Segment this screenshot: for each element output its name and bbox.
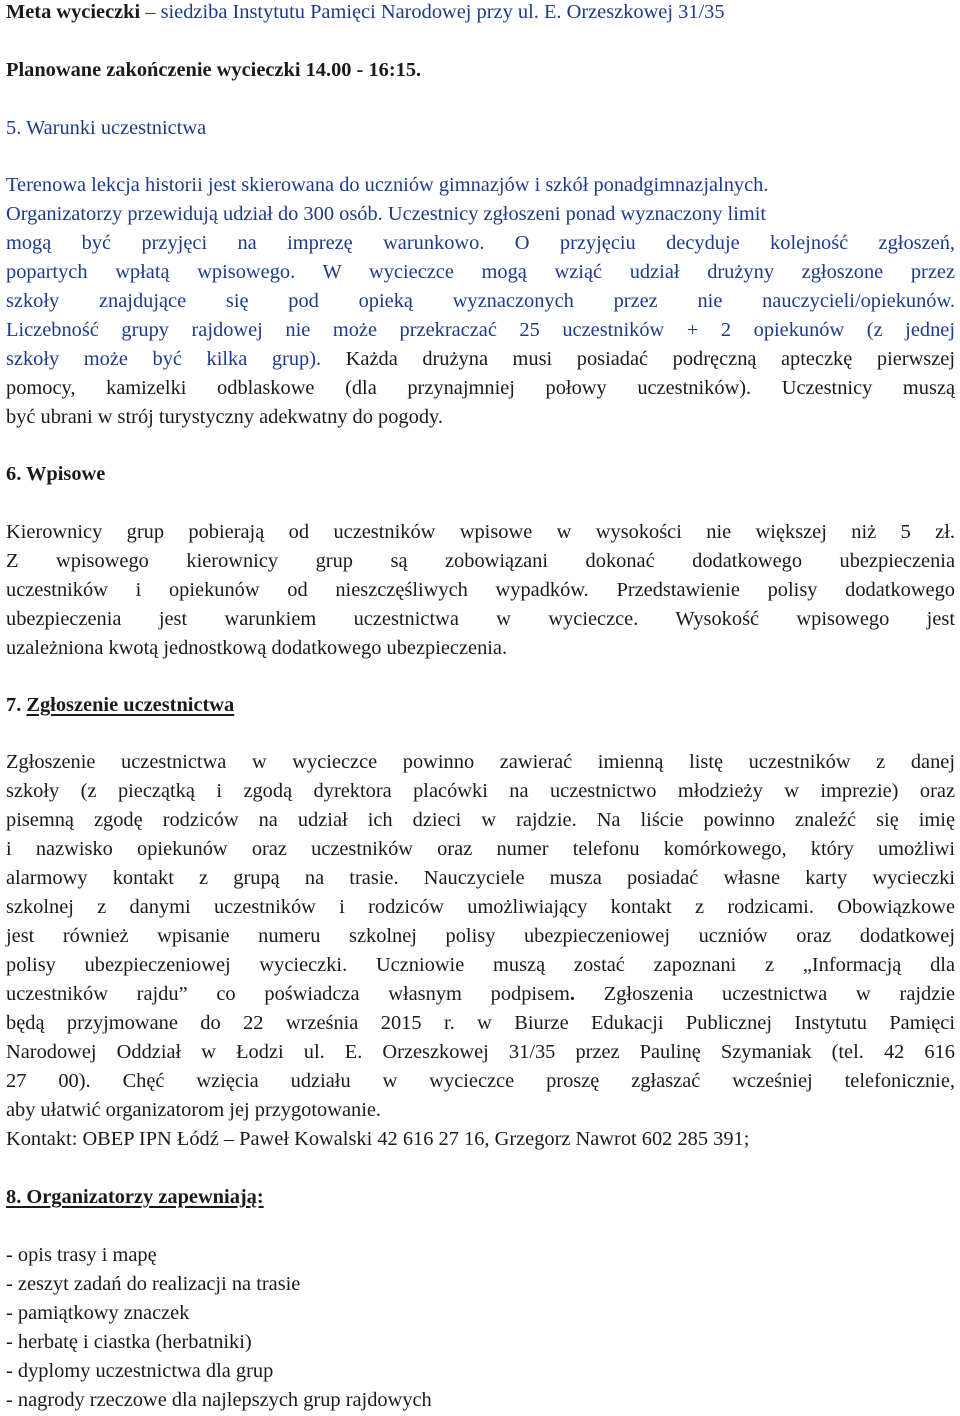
s5-line-3b: O przyjęciu decyduje kolejność zgłoszeń, <box>484 232 955 254</box>
s6-line-2: Z wpisowego kierownicy grup są zobowiązani dokonać dodatkowego ubezpieczenia <box>6 550 955 572</box>
list-item: - nagrody rzeczowe dla najlepszych grup rajdowych <box>6 1389 432 1411</box>
list-item: - herbatę i ciastka (herbatniki) <box>6 1331 252 1353</box>
s5-line-4a: popartych wpłatą wpisowego. <box>6 261 296 283</box>
s6-line-5: uzależniona kwotą jednostkową dodatkowego ubezpieczenia. <box>6 637 508 659</box>
s7-line-9c: Zgłoszenia uczestnictwa w rajdzie <box>575 983 955 1005</box>
s7-line-5a: alarmowy kontakt z grupą na trasie. <box>6 867 399 889</box>
contact-line: Kontakt: OBEP IPN Łódź – Paweł Kowalski 42 616 27 16, Grzegorz Nawrot 602 285 391; <box>6 1128 750 1150</box>
meta-label: Meta wycieczki <box>6 1 141 23</box>
s5-line-1: Terenowa lekcja historii jest skierowana do uczniów gimnazjów i szkół ponadgimnazjalnych. <box>6 174 769 196</box>
section8-heading <box>6 1183 264 1212</box>
list-item: - dyplomy uczestnictwa dla grup <box>6 1360 274 1382</box>
s5-line-7b: Każda drużyna musi posiadać podręczną apteczkę pierwszej <box>321 348 955 370</box>
s7-line-9 <box>6 980 955 1009</box>
section8-title: 8. Organizatorzy zapewniają: <box>6 1186 264 1208</box>
s5-line-4b: W wycieczce mogą wziąć udział drużyny zgłoszone przez <box>295 261 955 283</box>
s7-line-3a: pisemną zgodę rodziców na udział ich dzieci w rajdzie. <box>6 809 577 831</box>
section6-heading <box>6 460 105 489</box>
list-item: - pamiątkowy znaczek <box>6 1302 190 1324</box>
s7-line-3b: Na liście powinno znaleźć się imię <box>576 809 956 831</box>
s5-line-7a: szkoły może być kilka grup). <box>6 348 322 370</box>
list-item: - zeszyt zadań do realizacji na trasie <box>6 1273 301 1295</box>
s6-line-3a: uczestników i opiekunów od nieszczęśliwych wypadków. <box>6 579 589 601</box>
s7-line-8 <box>6 951 955 980</box>
s6-line-4a: ubezpieczenia jest warunkiem uczestnictwa w wycieczce. <box>6 608 639 630</box>
s5-line-9: być ubrani w strój turystyczny adekwatny do pogody. <box>6 406 443 428</box>
s7-line-6 <box>6 893 955 922</box>
s6-line-4b: Wysokość wpisowego jest <box>638 608 955 630</box>
s7-line-11: Narodowej Oddział w Łodzi ul. E. Orzeszkowej 31/35 przez Paulinę Szymaniak (tel. 42 616 <box>6 1041 955 1063</box>
s5-line-3 <box>6 229 955 258</box>
s6-line-3b: Przedstawienie polisy dodatkowego <box>588 579 955 601</box>
s5-line-2 <box>6 200 766 229</box>
meta-text: – siedziba Instytutu Pamięci Narodowej przy ul. E. Orzeszkowej 31/35 <box>140 1 725 23</box>
meta-line <box>6 0 725 27</box>
s5-line-3a: mogą być przyjęci na imprezę warunkowo. <box>6 232 485 254</box>
s5-line-4 <box>6 258 955 287</box>
s7-line-9a: uczestników rajdu” co poświadcza własnym podpisem <box>6 983 570 1005</box>
section6-number: 6. <box>6 463 27 485</box>
s7-line-4: i nazwisko opiekunów oraz uczestników oraz numer telefonu komórkowego, który umożliwi <box>6 838 955 860</box>
s7-line-9b: . <box>569 983 576 1005</box>
s7-line-6a: szkolnej z danymi uczestników i rodziców umożliwiający kontakt z rodzicami. <box>6 896 814 918</box>
s5-line-7 <box>6 345 955 374</box>
s5-line-8: pomocy, kamizelki odblaskowe (dla przynajmniej połowy uczestników). Uczestnicy muszą <box>6 377 955 399</box>
section7-title: Zgłoszenie uczestnictwa <box>26 694 235 716</box>
section5-heading: 5. Warunki uczestnictwa <box>6 117 207 139</box>
s7-line-10: będą przyjmowane do 22 września 2015 r. w Biurze Edukacji Publicznej Instytutu Pamięci <box>6 1012 955 1034</box>
s7-line-5 <box>6 864 955 893</box>
section7-heading <box>6 691 234 720</box>
s6-line-4 <box>6 605 955 634</box>
s5-line-6: Liczebność grupy rajdowej nie może przekraczać 25 uczestników + 2 opiekunów (z jednej <box>6 319 955 341</box>
s6-line-1: Kierownicy grup pobierają od uczestników wpisowe w wysokości nie większej niż 5 zł. <box>6 521 955 543</box>
s7-line-7: jest również wpisanie numeru szkolnej polisy ubezpieczeniowej uczniów oraz dodatkowej <box>6 925 955 947</box>
section6-title: Wpisowe <box>26 463 106 485</box>
s7-line-3 <box>6 806 955 835</box>
s7-line-5b: Nauczyciele musza posiadać własne karty wycieczki <box>398 867 955 889</box>
s5-line-2a: Organizatorzy przewidują udział do 300 osób. <box>6 203 383 225</box>
s7-line-8a: polisy ubezpieczeniowej wycieczki. <box>6 954 348 976</box>
s7-line-12: 27 00). Chęć wzięcia udziału w wycieczce proszę zgłaszać wcześniej telefonicznie, <box>6 1070 955 1092</box>
section7-number: 7. <box>6 694 27 716</box>
s6-line-3 <box>6 576 955 605</box>
s5-line-2b: Uczestnicy zgłoszeni ponad wyznaczony limit <box>382 203 767 225</box>
s7-line-2: szkoły (z pieczątką i zgodą dyrektora placówki na uczestnictwo młodzieży w imprezie) oraz <box>6 780 955 802</box>
end-time-line: Planowane zakończenie wycieczki 14.00 - 16:15. <box>6 59 422 81</box>
s7-line-6b: Obowiązkowe <box>813 896 955 918</box>
s7-line-1: Zgłoszenie uczestnictwa w wycieczce powinno zawierać imienną listę uczestników z danej <box>6 751 955 773</box>
s7-line-13: aby ułatwić organizatorom jej przygotowanie. <box>6 1099 382 1121</box>
s7-line-8b: Uczniowie muszą zostać zapoznani z „Informacją dla <box>347 954 955 976</box>
s5-line-5: szkoły znajdujące się pod opieką wyznaczonych przez nie nauczycieli/opiekunów. <box>6 290 955 312</box>
list-item: - opis trasy i mapę <box>6 1244 157 1266</box>
